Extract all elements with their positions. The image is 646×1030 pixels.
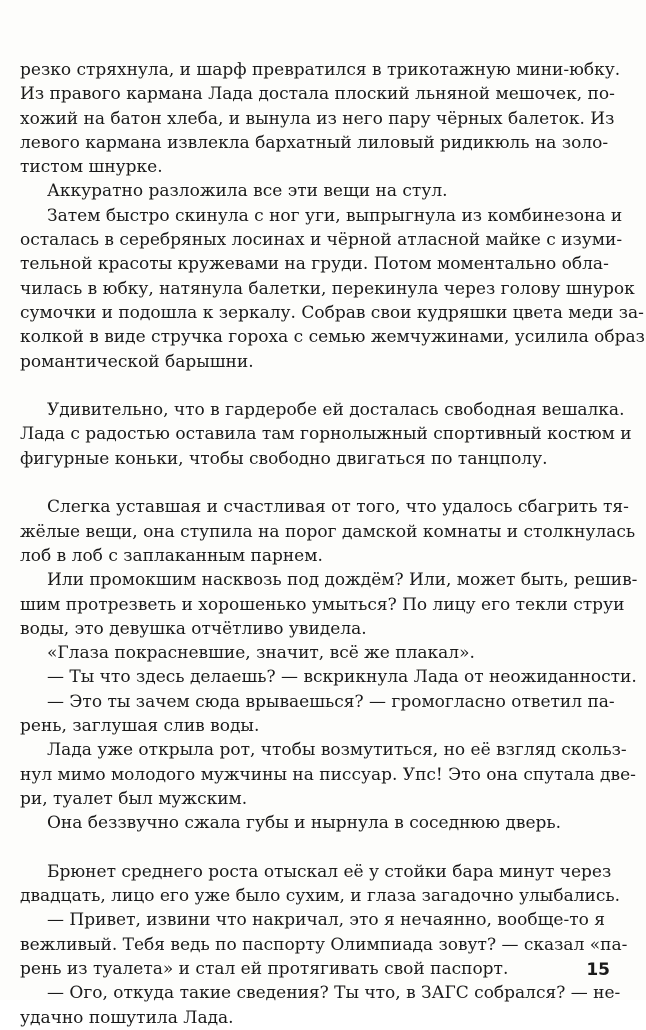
text-line: Она беззвучно сжала губы и нырнула в соседнюю дверь. bbox=[47, 813, 562, 834]
blank-line bbox=[20, 374, 598, 398]
text-line: рень из туалета» и стал ей протягивать свой паспорт. bbox=[20, 958, 509, 979]
text-line: вежливый. Тебя ведь по паспорту Олимпиада зовут? — сказал «па- bbox=[20, 934, 628, 955]
text-line: осталась в серебряных лосинах и чёрной атласной майке с изуми- bbox=[20, 230, 623, 251]
paragraph bbox=[20, 495, 636, 568]
text-line: Аккуратно разложила все эти вещи на стул. bbox=[47, 181, 448, 202]
text-line: — Ты что здесь делаешь? — вскрикнула Лада от неожиданности. bbox=[47, 667, 637, 688]
text-line: левого кармана извлекла бархатный лиловый ридикюль на золо- bbox=[20, 132, 609, 153]
blank-line bbox=[20, 471, 598, 495]
page-number: 15 bbox=[586, 960, 610, 980]
paragraph bbox=[20, 738, 636, 811]
text-line: жёлые вещи, она ступила на порог дамской комнаты и столкнулась bbox=[20, 521, 636, 542]
text-line: удачно пошутила Лада. bbox=[20, 1007, 234, 1028]
text-line: Лада с радостью оставила там горнолыжный спортивный костюм и bbox=[20, 424, 632, 445]
text-line: Слегка уставшая и счастливая от того, что удалось сбагрить тя- bbox=[47, 497, 629, 518]
paragraph bbox=[20, 641, 598, 665]
text-line: «Глаза покрасневшие, значит, всё же плакал». bbox=[47, 643, 475, 664]
text-line: ри, туалет был мужским. bbox=[20, 788, 248, 809]
text-line: Брюнет среднего роста отыскал её у стойки бара минут через bbox=[47, 861, 612, 882]
text-column bbox=[20, 58, 645, 1030]
blank-line bbox=[20, 836, 598, 860]
paragraph bbox=[20, 908, 628, 981]
text-line: двадцать, лицо его уже было сухим, и глаза загадочно улыбались. bbox=[20, 886, 621, 907]
text-line: воды, это девушка отчётливо увидела. bbox=[20, 618, 367, 639]
text-line: — Ого, откуда такие сведения? Ты что, в ЗАГС собрался? — не- bbox=[47, 983, 621, 1004]
text-line: Или промокшим насквозь под дождём? Или, может быть, решив- bbox=[47, 570, 638, 591]
text-line: сумочки и подошла к зеркалу. Собрав свои кудряшки цвета меди за- bbox=[20, 302, 644, 323]
text-line: нул мимо молодого мужчины на писсуар. Упс! Это она спутала две- bbox=[20, 764, 636, 785]
text-line: фигурные коньки, чтобы свободно двигаться по танцполу. bbox=[20, 448, 548, 469]
paragraph bbox=[20, 204, 645, 374]
text-line: Удивительно, что в гардеробе ей досталась свободная вешалка. bbox=[47, 400, 625, 421]
paragraph bbox=[20, 665, 637, 689]
paragraph bbox=[20, 690, 615, 739]
text-line: — Привет, извини что накричал, это я нечаянно, вообще-то я bbox=[47, 910, 605, 931]
text-line: хожий на батон хлеба, и вынула из него пару чёрных балеток. Из bbox=[20, 108, 615, 129]
text-line: тельной красоты кружевами на груди. Потом моментально обла- bbox=[20, 254, 609, 275]
paragraph bbox=[20, 179, 598, 203]
text-line: Из правого кармана Лада достала плоский льняной мешочек, по- bbox=[20, 84, 615, 105]
text-line: шим протрезветь и хорошенько умыться? По лицу его текли струи bbox=[20, 594, 625, 615]
text-line: колкой в виде стручка гороха с семью жемчужинами, усилила образ bbox=[20, 327, 645, 348]
paragraph bbox=[20, 811, 598, 835]
text-line: романтической барышни. bbox=[20, 351, 254, 372]
paragraph bbox=[20, 398, 632, 471]
paragraph bbox=[20, 860, 621, 909]
paragraph bbox=[20, 568, 638, 641]
text-line: чилась в юбку, натянула балетки, перекинула через голову шнурок bbox=[20, 278, 635, 299]
text-line: резко стряхнула, и шарф превратился в трикотажную мини-юбку. bbox=[20, 60, 621, 80]
text-line: лоб в лоб с заплаканным парнем. bbox=[20, 545, 323, 566]
text-line: тистом шнурке. bbox=[20, 157, 163, 178]
text-line: рень, заглушая слив воды. bbox=[20, 716, 260, 737]
paragraph bbox=[20, 981, 621, 1030]
paragraph bbox=[20, 58, 621, 179]
text-line: — Это ты зачем сюда врываешься? — громогласно ответил па- bbox=[47, 691, 615, 712]
text-line: Затем быстро скинула с ног уги, выпрыгнула из комбинезона и bbox=[47, 205, 623, 226]
text-line: Лада уже открыла рот, чтобы возмутиться, но её взгляд скольз- bbox=[47, 740, 627, 761]
